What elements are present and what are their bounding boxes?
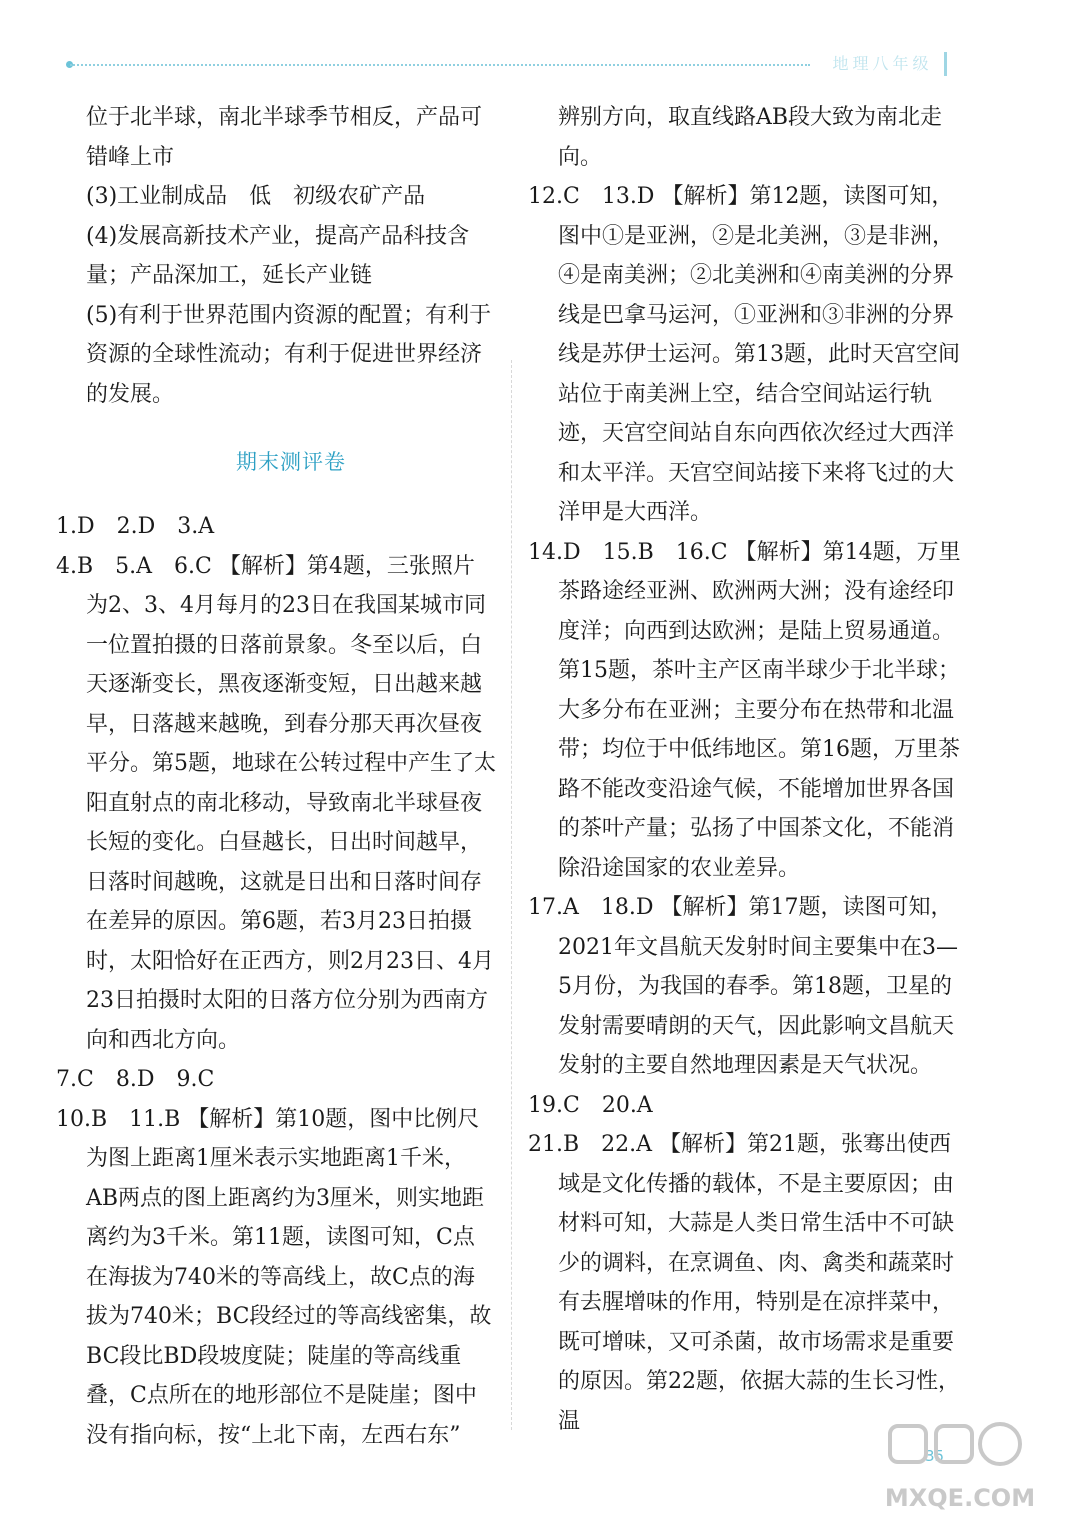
- continued-text: 位于北半球，南北半球季节相反，产品可错峰上市: [86, 105, 483, 170]
- answer-block: 17.A 18.D 【解析】第17题，读图可知，2021年文昌航天发射时间主要集中在3—5月份，为我国的春季。第18题，卫星的发射需要晴朗的天气，因此影响文昌航天发射的主要自然地理因素是天气状况。: [528, 895, 958, 1078]
- answer-block: 7.C 8.D 9.C: [56, 1067, 215, 1092]
- answer-block: 14.D 15.B 16.C 【解析】第14题，万里茶路途经亚洲、欧洲两大洲；没有途经印度洋；向西到达欧洲；是陆上贸易通道。第15题，茶叶主产区南半球少于北半球；大多分布在亚洲；主要分布在热带和北温带；均位于中低纬地区。第16题，万里茶路不能改变沿途气候，不能增加世界各国的茶叶产量；弘扬了中国茶文化，不能消除沿途国家的农业差异。: [528, 539, 961, 881]
- answer-item-3: (3)工业制成品 低 初级农矿产品: [86, 184, 426, 209]
- answer-block: 1.D 2.D 3.A: [56, 514, 215, 539]
- answer-block: 10.B 11.B 【解析】第10题，图中比例尺为图上距离1厘米表示实地距离1千米，AB两点的图上距离约为3厘米，则实地距离约为3千米。第11题，读图可知，C点在海拔为740米的等高线上，故C点的海拔为740米；BC段经过的等高线密集，故BC段比BD段坡度陡；陡崖的等高线重叠，C点所在的地形部位不是陡崖；图中没有指向标，按“上北下南，左西右东”: [56, 1106, 492, 1448]
- answer-block: 21.B 22.A 【解析】第21题，张骞出使西域是文化传播的载体，不是主要原因；由材料可知，大蒜是人类日常生活中不可缺少的调料，在烹调鱼、肉、禽类和蔬菜时有去腥增味的作用，特别是在凉拌菜中，既可增味，又可杀菌，故市场需求是重要的原因。第22题，依据大蒜的生长习性，温: [528, 1132, 960, 1434]
- column-divider: [511, 360, 512, 1430]
- header-bar: [944, 52, 947, 76]
- answer-block: 12.C 13.D 【解析】第12题，读图可知，图中①是亚洲，②是北美洲，③是非洲，④是南美洲；②北美洲和④南美洲的分界线是巴拿马运河，①亚洲和③非洲的分界线是苏伊士运河。第13题，此时天宫空间站位于南美洲上空，结合空间站运行轨迹，天宫空间站自东向西依次经过大西洋和太平洋。天宫空间站接下来将飞过的大洋甲是大西洋。: [528, 184, 960, 525]
- header-label: 地理八年级: [832, 54, 933, 73]
- right-column: [528, 98, 964, 1441]
- section-title: 期末测评卷: [236, 450, 346, 474]
- answer-block: 4.B 5.A 6.C 【解析】第4题，三张照片为2、3、4月每月的23日在我国某城市同一位置拍摄的日落前景象。冬至以后，白天逐渐变长，黑夜逐渐变短，日出越来越早，日落越来越晚，到春分那天再次昼夜平分。第5题，地球在公转过程中产生了太阳直射点的南北移动，导致南北半球昼夜长短的变化。白昼越长，日出时间越早，日落时间越晚，这就是日出和日落时间存在差异的原因。第6题，若3月23日拍摄时，太阳恰好在正西方，则2月23日、4月23日拍摄时太阳的日落方位分别为西南方向和西北方向。: [56, 553, 496, 1053]
- watermark-logo: [870, 1408, 1050, 1528]
- answer-item-4: (4)发展高新技术产业，提高产品科技含量；产品深加工，延长产业链: [86, 223, 470, 288]
- answer-item-5: (5)有利于世界范围内资源的配置；有利于资源的全球性流动；有利于促进世界经济的发展。: [86, 302, 492, 407]
- header-dotted-rule: [70, 64, 810, 66]
- continued-text: 辨别方向，取直线路AB段大致为南北走向。: [558, 105, 943, 170]
- answer-block: 19.C 20.A: [528, 1092, 653, 1118]
- left-column: [56, 98, 496, 1455]
- page-number: 35: [925, 1447, 945, 1465]
- watermark-text: MXQE.COM: [884, 1484, 1036, 1512]
